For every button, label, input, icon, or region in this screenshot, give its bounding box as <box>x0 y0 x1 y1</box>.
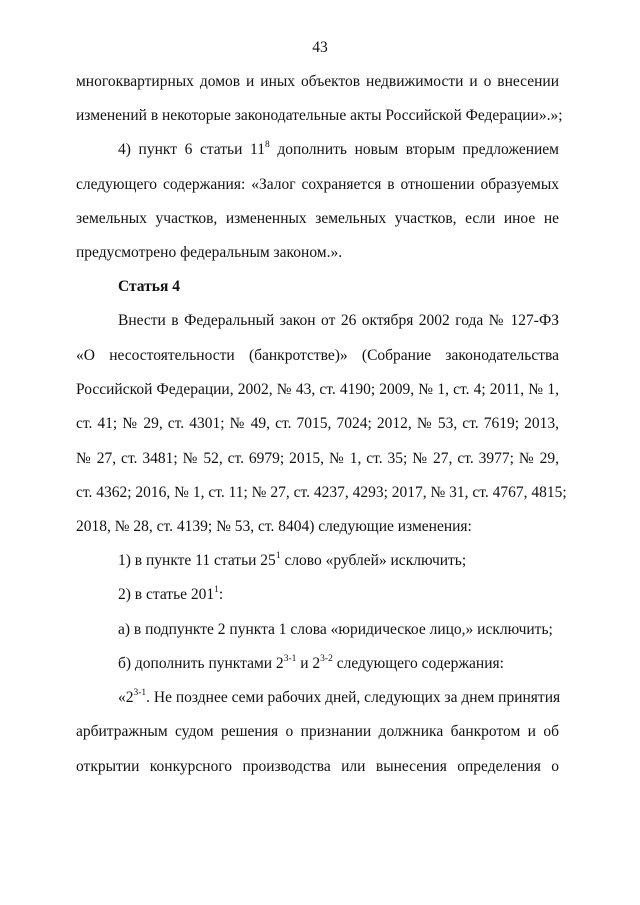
text-line: изменений в некоторые законодательные акты Российской Федерации».»; <box>76 107 563 124</box>
text-line: «2$^{3-1}$. Не позднее семи рабочих дней, следующих за днем принятия <box>118 687 561 706</box>
text-line: ст. 41; № 29, ст. 4301; № 49, ст. 7015, 7024; 2012, № 53, ст. 7619; 2013, <box>76 415 559 432</box>
text-line: Российской Федерации, 2002, № 43, ст. 4190; 2009, № 1, ст. 4; 2011, № 1, <box>76 381 559 398</box>
list-item: 2) в статье $201^1$: <box>118 584 224 603</box>
text-line: открытии конкурсного производства или вынесения определения о <box>76 758 559 775</box>
text-line: предусмотрено федеральным законом.». <box>76 244 343 261</box>
list-item: 1) в пункте 11 статьи $25^1$ слово «рублей» исключить; <box>118 550 467 569</box>
list-item: а) в подпункте 2 пункта 1 слова «юридическое лицо,» исключить; <box>118 621 553 638</box>
text-line: многоквартирных домов и иных объектов недвижимости и о внесении <box>76 73 559 90</box>
article-heading: Статья 4 <box>118 278 180 295</box>
list-item: б) дополнить пунктами 2$^{3-1}$ и 2$^{3-2}$ следующего содержания: <box>118 653 504 672</box>
page-number: 43 <box>312 39 328 56</box>
text-line: земельных участков, измененных земельных участков, если иное не <box>76 210 559 227</box>
text-line: ст. 4362; 2016, № 1, ст. 11; № 27, ст. 4237, 4293; 2017, № 31, ст. 4767, 4815; <box>76 484 567 501</box>
text-line: Внести в Федеральный закон от 26 октября 2002 года № 127-ФЗ <box>118 312 559 329</box>
text-line: арбитражным судом решения о признании должника банкротом и об <box>76 723 559 740</box>
text-line: следующего содержания: «Залог сохраняется в отношении образуемых <box>76 176 559 193</box>
text-line: «О несостоятельности (банкротстве)» (Собрание законодательства <box>76 347 559 364</box>
text-line: 4) пункт 6 статьи $11^8$ дополнить новым вторым предложением <box>118 139 559 158</box>
text-line: № 27, ст. 3481; № 52, ст. 6979; 2015, № 1, ст. 35; № 27, ст. 3977; № 29, <box>76 450 559 467</box>
text-line: 2018, № 28, ст. 4139; № 53, ст. 8404) следующие изменения: <box>76 518 472 535</box>
